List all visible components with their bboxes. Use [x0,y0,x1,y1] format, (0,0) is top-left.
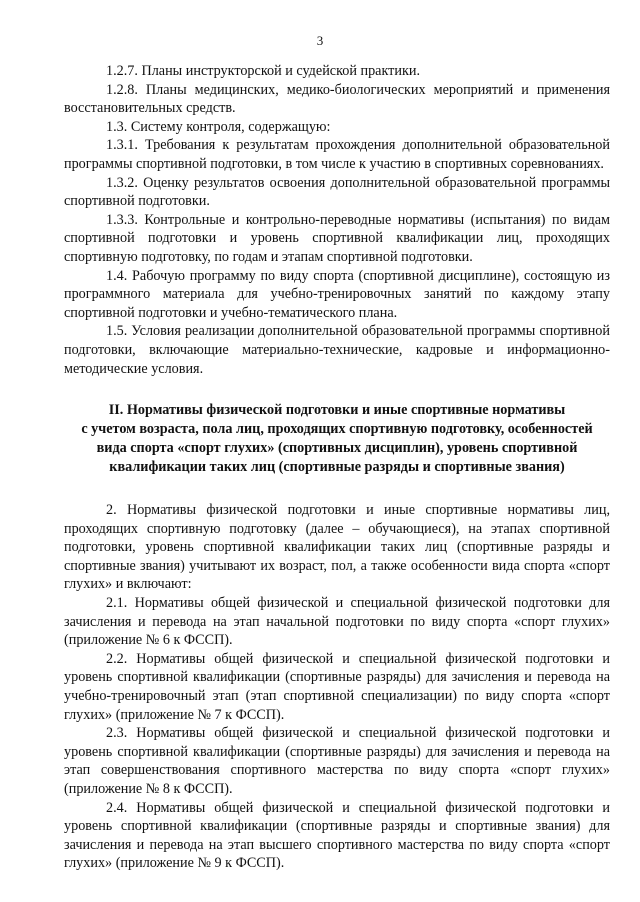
section-heading-line: с учетом возраста, пола лиц, проходящих спортивную подготовку, особенностей [81,421,593,438]
paragraph-1-5: 1.5. Условия реализации дополнительной образовательной программы спортивной подготовки, включающие материально-технические, кадровые и информационно-методические условия. [64,323,610,377]
paragraph-2-2: 2.2. Нормативы общей физической и специальной физической подготовки и уровень спортивной квалификации (спортивные разряды) для зачисления и перевода на учебно-тренировочный этап (этап спортивной специализации) по виду спорта «спорт глухих» (приложение № 7 к ФССП). [64,650,610,723]
paragraph-2-1: 2.1. Нормативы общей физической и специальной физической подготовки для зачисления и перевода на этап начальной подготовки по виду спорта «спорт глухих» (приложение № 6 к ФССП). [64,595,610,649]
paragraph-2-3: 2.3. Нормативы общей физической и специальной физической подготовки и уровень спортивной квалификации (спортивные разряды) для зачисления и перевода на этап совершенствования спортивного мастерства по виду спорта «спорт глухих» (приложение № 8 к ФССП). [64,725,610,797]
paragraph-1-3: 1.3. Систему контроля, содержащую: [106,118,331,135]
paragraph-1-3-1: 1.3.1. Требования к результатам прохождения дополнительной образовательной программы спортивной подготовки, в том числе к участию в спортивных соревнованиях. [64,137,610,172]
document-body [64,62,610,873]
paragraph-1-3-2: 1.3.2. Оценку результатов освоения дополнительной образовательной программы спортивной подготовки. [64,174,610,210]
page-number: 3 [316,33,324,48]
paragraph-1-2-7: 1.2.7. Планы инструкторской и судейской практики. [106,63,420,79]
section-heading-line: квалификации таких лиц (спортивные разряды и спортивные звания) [109,459,565,476]
paragraph-1-2-8: 1.2.8. Планы медицинских, медико-биологических мероприятий и применения восстановительных средств. [64,81,610,117]
paragraph-2: 2. Нормативы физической подготовки и иные спортивные нормативы лиц, проходящих спортивную подготовку (далее – обучающиеся), на этапах спортивной подготовки, уровень спортивной квалификации таких лиц (спортивные разряды и спортивные звания) учитывают их возраст, пол, а также особенности вида спорта «спорт глухих» и включают: [64,502,610,593]
paragraph-1-3-3: 1.3.3. Контрольные и контрольно-переводные нормативы (испытания) по видам спортивной подготовки и уровень спортивной квалификации лиц, проходящих спортивную подготовку, по годам и этапам спортивной подготовки. [64,211,610,265]
section-heading [64,401,610,477]
paragraph-2-4: 2.4. Нормативы общей физической и специальной физической подготовки и уровень спортивной квалификации (спортивные разряды и спортивные звания) для зачисления и перевода на этап высшего спортивного мастерства по виду спорта «спорт глухих» (приложение № 9 к ФССП). [64,799,610,872]
paragraph-1-4: 1.4. Рабочую программу по виду спорта (спортивной дисциплине), состоящую из программного материала для учебно-тренировочных занятий по каждому этапу спортивной подготовки и учебно-тематического плана. [64,267,610,321]
section-heading-line: вида спорта «спорт глухих» (спортивных дисциплин), уровень спортивной [96,440,578,457]
section-heading-line: II. Нормативы физической подготовки и иные спортивные нормативы [108,402,566,419]
